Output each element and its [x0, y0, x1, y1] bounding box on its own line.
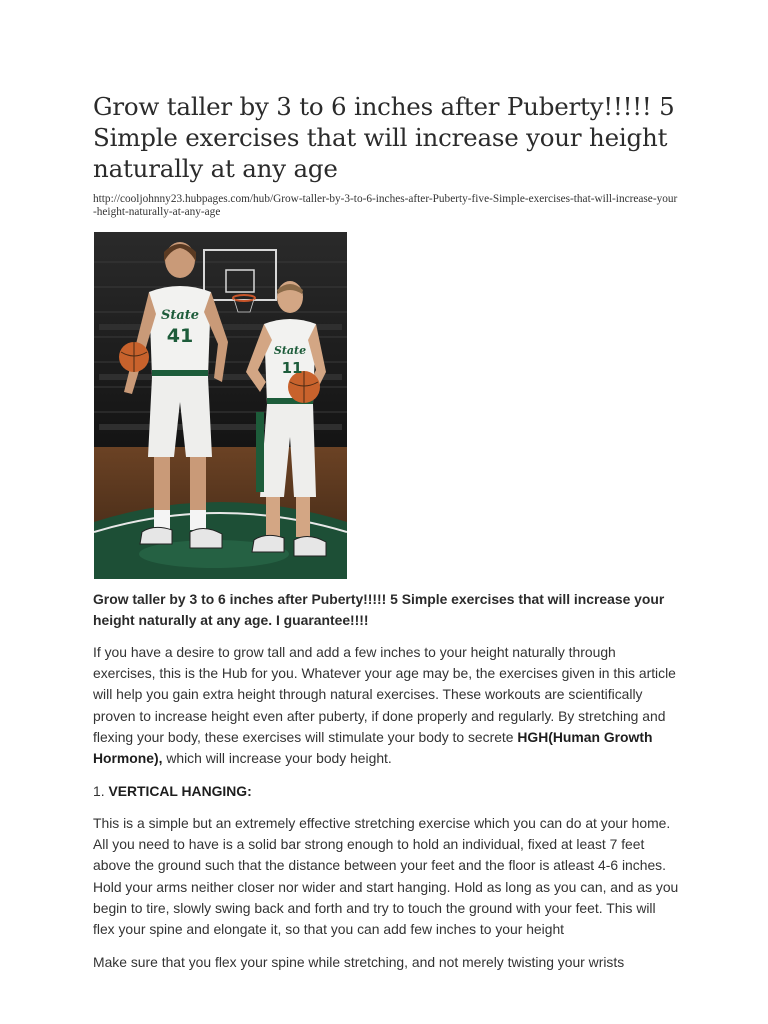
section-title: VERTICAL HANGING: [108, 783, 252, 799]
hgh-highlight: HGH(Human Growth Hormone), [93, 728, 653, 767]
basketball-players-photo [94, 232, 347, 579]
article-title: Grow taller by 3 to 6 inches after Puberty!!!!! 5 Simple exercises that will increase your height naturally at any age [93, 92, 675, 183]
source-url[interactable]: http://cooljohnny23.hubpages.com/hub/Grow-taller-by-3-to-6-inches-after-Puberty-five-Simple-exercises-that-will-increase-your-height-naturally-at-any-age [93, 193, 678, 218]
intro-tail: which will increase your body height. [162, 750, 392, 767]
intro-paragraph [93, 642, 681, 769]
section-body: This is a simple but an extremely effective stretching exercise which you can do at your home. All you need to have is a solid bar strong enough to hold an individual, fixed at least 7 feet above the ground such that the distance between your feet and the floor is atleast 4-6 inches. Hold your arms neither closer nor wider and start hanging. Hold as long as you can, and as you begin to tire, slowly swing back and forth and try to touch the ground with your feet. This will flex your spine and elongate it, so that you can add few inches to your height [93, 815, 679, 938]
left-jersey-text: State [160, 308, 200, 323]
section-heading [93, 781, 681, 802]
right-jersey-text: State [273, 344, 307, 357]
right-jersey-number: 11 [281, 359, 303, 377]
section-note: Make sure that you flex your spine while stretching, and not merely twisting your wrists [93, 954, 625, 970]
left-jersey-number: 41 [166, 325, 194, 347]
article-lead: Grow taller by 3 to 6 inches after Puberty!!!!! 5 Simple exercises that will increase your height naturally at any age. I guarantee!!!! [93, 591, 665, 628]
intro-text: If you have a desire to grow tall and add a few inches to your height naturally through exercises, this is the Hub for you. Whatever your age may be, the exercises given in this article will help you gain extra height through natural exercises. These workouts are scientifically proven to increase height even after puberty, if done properly and regularly. By stretching and flexing your body, these exercises will stimulate your body to secrete [93, 644, 676, 745]
section-number: 1. [93, 783, 109, 799]
